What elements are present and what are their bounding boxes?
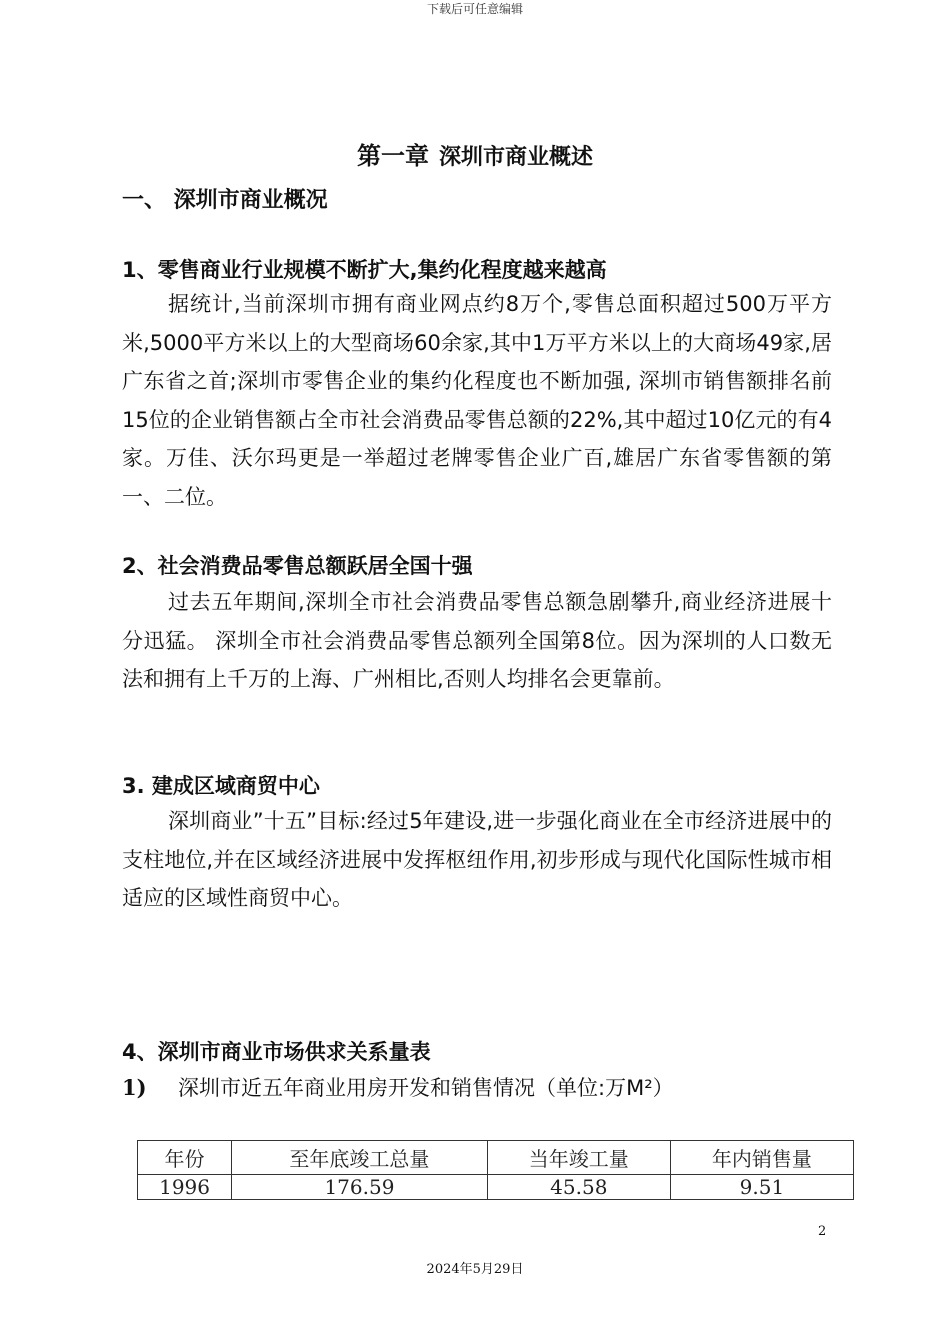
item-2-body: 过去五年期间,深圳全市社会消费品零售总额急剧攀升,商业经济进展十分迅猛。 深圳全市社会消费品零售总额列全国第8位。因为深圳的人口数无法和拥有上千万的上海、广州相比,否则人均排名会更靠前。: [122, 590, 832, 691]
item-1-heading: 1、零售商业行业规模不断扩大,集约化程度越来越高: [122, 258, 607, 282]
table-caption-index: 1): [122, 1075, 147, 1100]
cell-year: 1996: [138, 1175, 232, 1200]
page-number: 2: [818, 1224, 827, 1239]
table-header-row: [138, 1141, 854, 1175]
footer-date: 2024年5月29日: [426, 1262, 524, 1277]
table-caption: [122, 1072, 674, 1102]
col-header-total-completed: 至年底竣工总量: [232, 1141, 488, 1175]
item-1-body: 据统计,当前深圳市拥有商业网点约8万个,零售总面积超过500万平方米,5000平方米以上的大型商场60余家,其中1万平方米以上的大商场49家,居广东省之首;深圳市零售企业的集约化程度也不断加强, 深圳市销售额排名前15位的企业销售额占全市社会消费品零售总额的22%,其中超过10亿元的有4家。万佳、沃尔玛更是一举超过老牌零售企业广百,雄居广东省零售额的第一、二位。: [122, 292, 832, 509]
col-header-annual-completed: 当年竣工量: [487, 1141, 670, 1175]
section-heading: 一、 深圳市商业概况: [122, 188, 328, 213]
item-4-heading: 4、深圳市商业市场供求关系量表: [122, 1040, 431, 1064]
chapter-name: 深圳市商业概述: [438, 145, 593, 170]
chapter-number: 第一章: [356, 142, 429, 170]
item-3-body: 深圳商业”十五”目标:经过5年建设,进一步强化商业在全市经济进展中的支柱地位,并在区域经济进展中发挥枢纽作用,初步形成与现代化国际性城市相适应的区域性商贸中心。: [122, 809, 832, 910]
cell-annual-completed: 45.58: [487, 1175, 670, 1200]
header-note: 下载后可任意编辑: [426, 2, 523, 16]
item-3-heading: 3. 建成区域商贸中心: [122, 774, 320, 798]
col-header-annual-sales: 年内销售量: [670, 1141, 853, 1175]
table-row: [138, 1175, 854, 1200]
table-caption-title: 深圳市近五年商业用房开发和销售情况（单位:万M²）: [178, 1076, 674, 1100]
col-header-year: 年份: [138, 1141, 232, 1175]
cell-annual-sales: 9.51: [670, 1175, 853, 1200]
supply-demand-table: [137, 1140, 854, 1200]
chapter-title: [0, 136, 950, 171]
cell-total-completed: 176.59: [232, 1175, 488, 1200]
item-2-heading: 2、社会消费品零售总额跃居全国十强: [122, 554, 473, 578]
